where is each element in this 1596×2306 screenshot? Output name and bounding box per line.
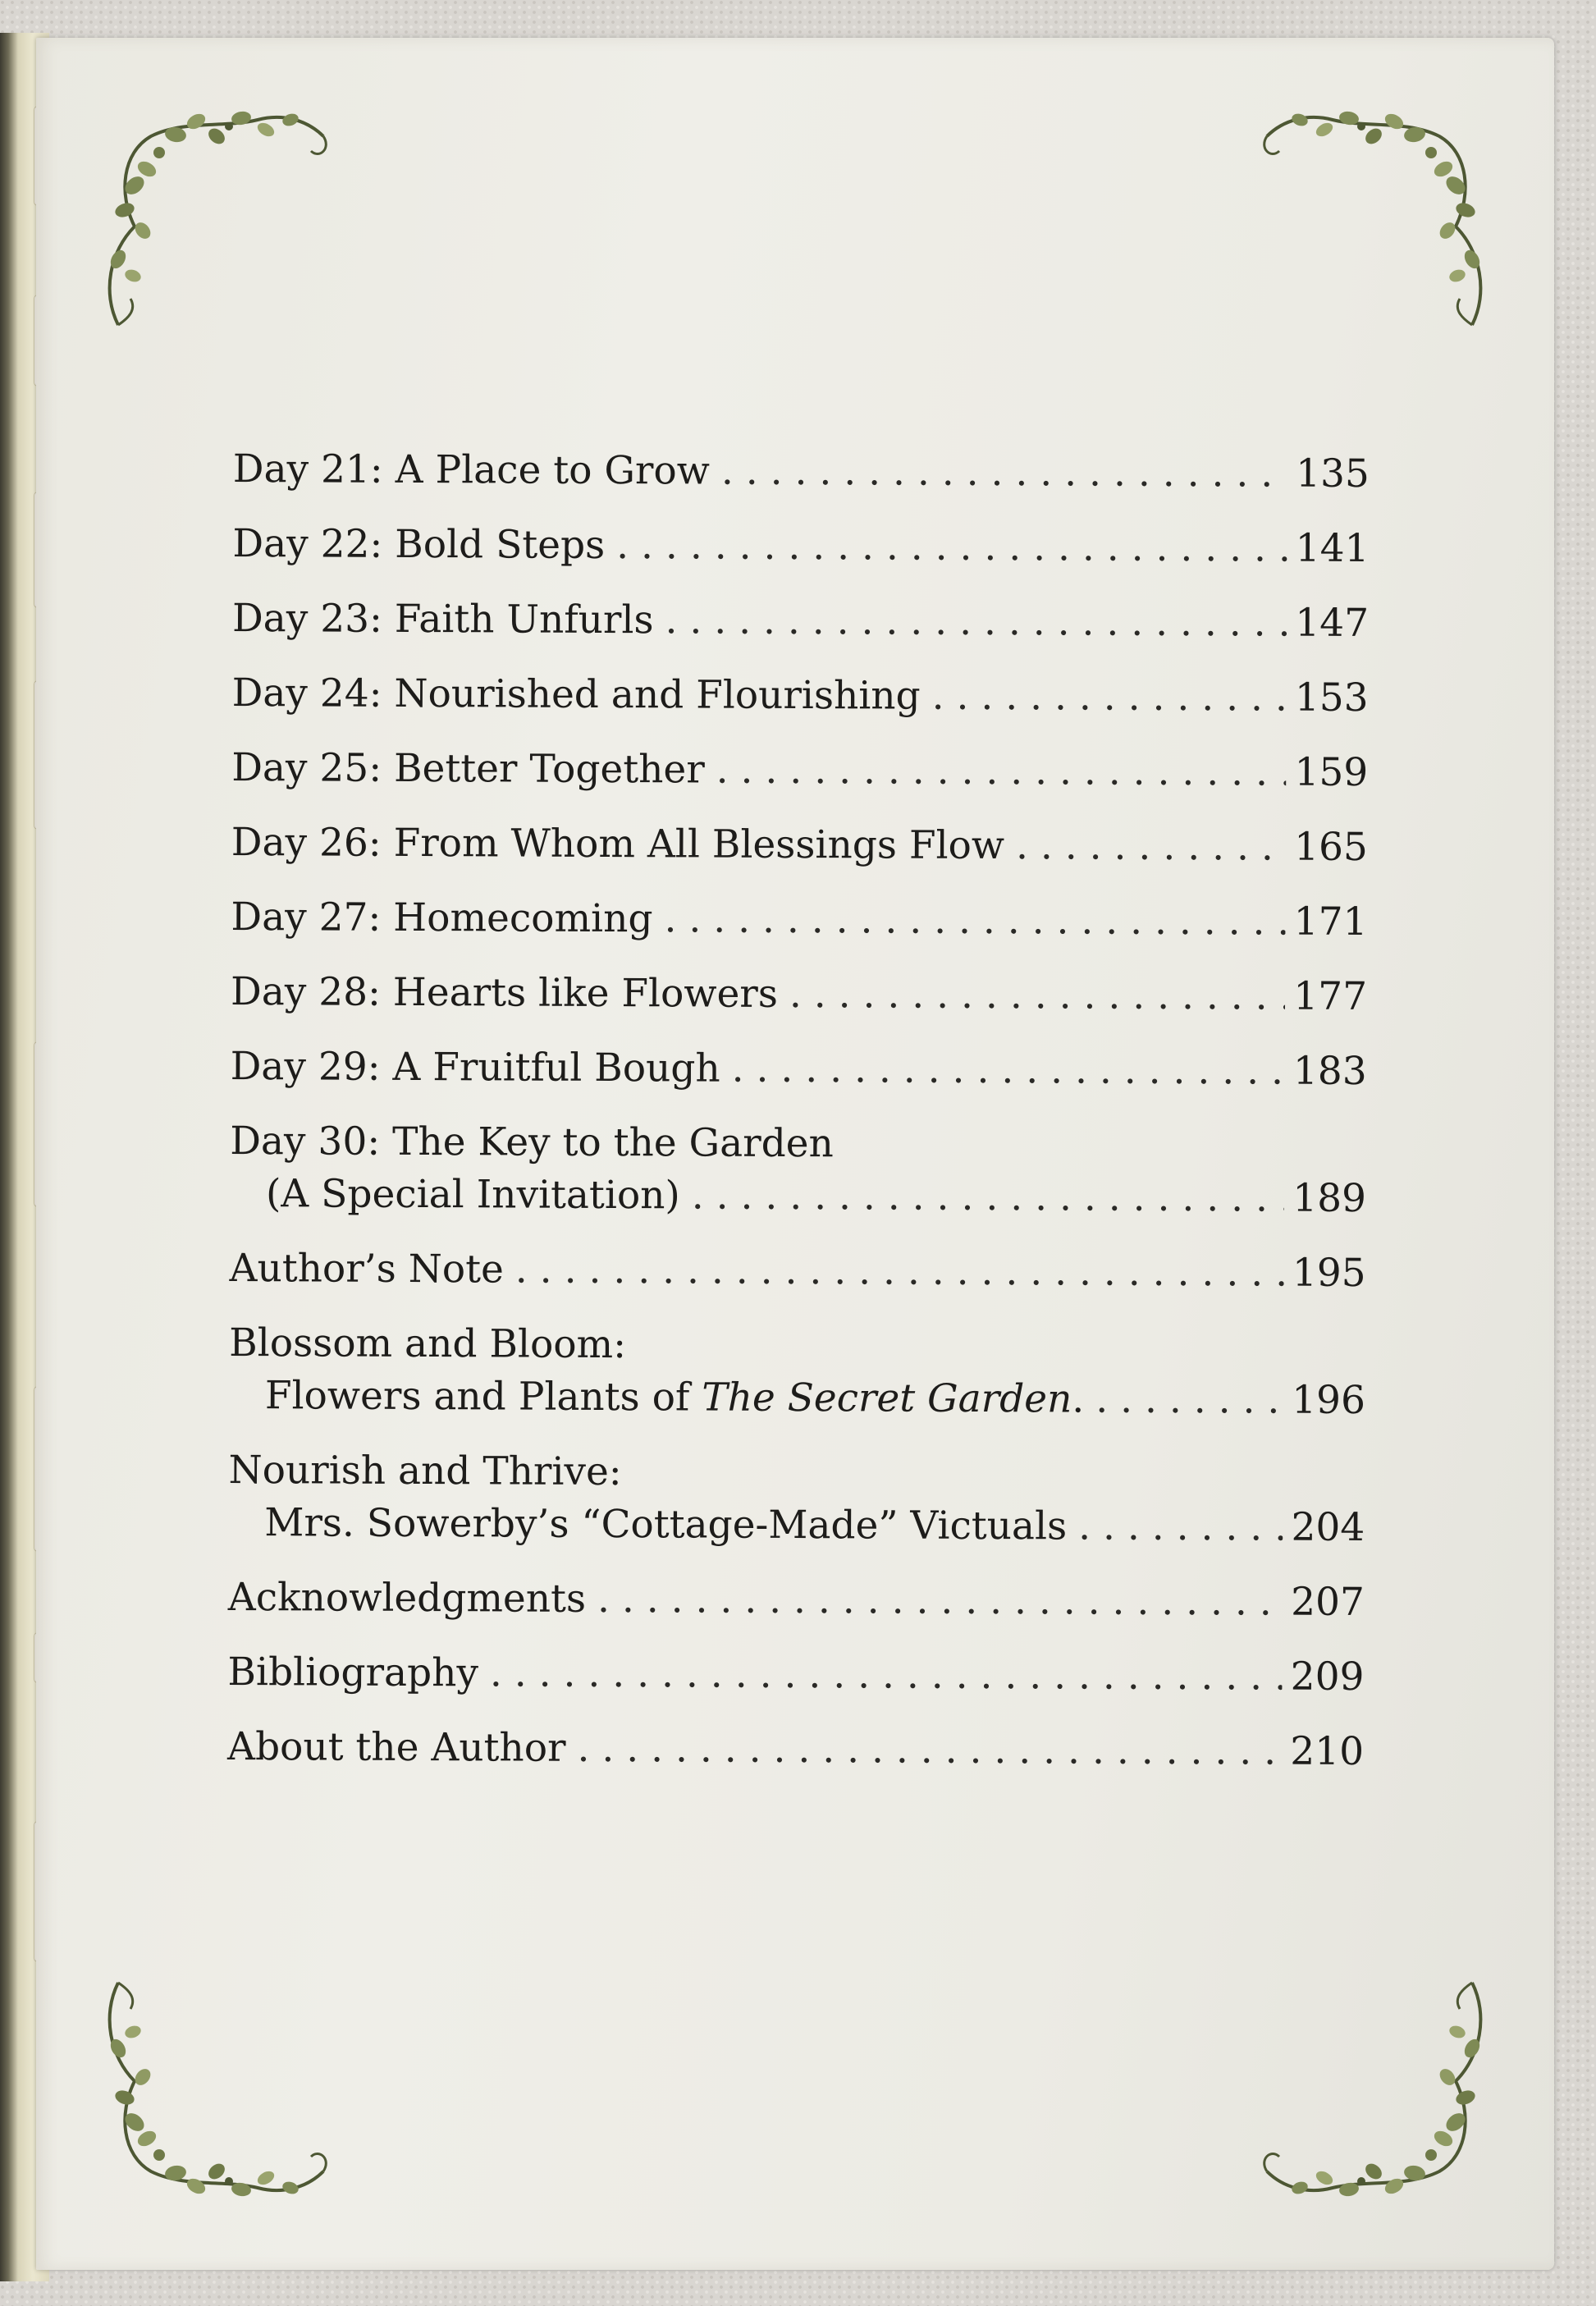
toc-page-number: 183 <box>1292 1048 1367 1095</box>
toc-entry-about-the-author[interactable] <box>227 1721 1364 1778</box>
toc-entry-title-prefix: Flowers and Plants of <box>264 1373 702 1421</box>
toc-entry-title: Day 22: Bold Steps <box>232 520 606 568</box>
toc-page-number: 209 <box>1290 1654 1365 1700</box>
toc-entry-heading: Blossom and Bloom: <box>229 1320 627 1368</box>
toc-entry-bibliography[interactable] <box>227 1646 1364 1704</box>
toc-entry-title: (A Special Invitation) <box>265 1171 680 1219</box>
toc-entry-title: About the Author <box>226 1723 566 1771</box>
toc-page-number: 204 <box>1291 1504 1365 1551</box>
toc-entry-title: Mrs. Sowerby’s “Cottage-Made” Victuals <box>264 1500 1068 1549</box>
toc-entry-heading: Day 30: The Key to the Garden <box>230 1118 834 1167</box>
toc-dot-leader <box>616 519 1287 575</box>
toc-page-number: 141 <box>1295 525 1370 572</box>
toc-entry-day-21[interactable] <box>233 443 1370 501</box>
toc-page-number: 159 <box>1294 749 1369 796</box>
toc-entry-title-suffix: . <box>1072 1376 1085 1422</box>
toc-dot-leader <box>789 968 1286 1023</box>
toc-page-number: 210 <box>1290 1728 1365 1775</box>
toc-dot-leader <box>932 670 1287 725</box>
toc-page-number: 189 <box>1292 1175 1367 1222</box>
vine-corner-top-right-icon <box>1259 87 1505 333</box>
toc-dot-leader <box>1095 1374 1283 1427</box>
toc-entry-heading: Nourish and Thrive: <box>228 1447 622 1495</box>
toc-entry-title: Day 29: A Fruitful Bough <box>230 1043 720 1091</box>
toc-entry-title <box>265 1370 1085 1425</box>
toc-entry-title: Author’s Note <box>229 1245 504 1293</box>
vine-corner-bottom-right-icon <box>1259 1974 1505 2221</box>
toc-entry-title: Bibliography <box>227 1649 479 1696</box>
toc-entry-day-30[interactable] <box>230 1115 1367 1225</box>
toc-dot-leader <box>664 893 1286 948</box>
toc-entry-title: Day 24: Nourished and Flourishing <box>231 670 921 719</box>
toc-dot-leader <box>732 1043 1286 1098</box>
toc-entry-day-29[interactable] <box>231 1041 1367 1098</box>
toc-entry-day-28[interactable] <box>231 966 1367 1023</box>
vine-corner-bottom-left-icon <box>85 1974 332 2221</box>
toc-entry-title: Day 23: Faith Unfurls <box>231 595 654 643</box>
toc-dot-leader <box>716 744 1287 799</box>
toc-dot-leader <box>1078 1501 1283 1554</box>
toc-entry-day-27[interactable] <box>231 891 1367 949</box>
toc-entry-title: Day 28: Hearts like Flowers <box>230 968 779 1017</box>
toc-dot-leader <box>577 1723 1282 1778</box>
toc-entry-day-22[interactable] <box>232 518 1369 575</box>
toc-page-number: 207 <box>1291 1579 1365 1626</box>
toc-page-number: 135 <box>1296 451 1370 497</box>
toc-page-number: 147 <box>1295 600 1370 647</box>
toc-entry-title: Day 25: Better Together <box>231 744 705 793</box>
toc-entry-nourish-and-thrive[interactable] <box>228 1444 1365 1554</box>
toc-entry-blossom-and-bloom[interactable] <box>229 1317 1366 1427</box>
toc-dot-leader <box>490 1647 1283 1703</box>
toc-page-number: 153 <box>1294 675 1369 721</box>
toc-dot-leader <box>1016 820 1286 873</box>
toc-page-number: 171 <box>1293 899 1368 945</box>
toc-entry-title: Day 27: Homecoming <box>231 894 653 942</box>
toc-dot-leader <box>721 446 1287 501</box>
toc-entry-authors-note[interactable] <box>229 1242 1365 1300</box>
toc-entry-day-23[interactable] <box>232 593 1369 650</box>
toc-dot-leader <box>665 594 1287 649</box>
vine-corner-top-left-icon <box>85 87 332 333</box>
toc-entry-title: Acknowledgments <box>227 1574 587 1622</box>
table-of-contents <box>227 443 1370 1800</box>
toc-entry-day-24[interactable] <box>232 667 1369 725</box>
toc-entry-acknowledgments[interactable] <box>228 1572 1365 1629</box>
toc-entry-title-book-name: The Secret Garden <box>702 1375 1072 1422</box>
toc-page-number: 196 <box>1292 1377 1366 1424</box>
toc-page-number: 195 <box>1292 1250 1366 1297</box>
toc-page-number: 165 <box>1294 824 1368 871</box>
toc-entry-day-26[interactable] <box>231 817 1368 874</box>
toc-dot-leader <box>515 1244 1284 1300</box>
toc-entry-title: Day 21: A Place to Grow <box>232 446 711 494</box>
toc-page-number: 177 <box>1293 973 1368 1020</box>
toc-entry-day-25[interactable] <box>231 742 1368 799</box>
toc-dot-leader <box>692 1169 1285 1224</box>
toc-entry-title: Day 26: From Whom All Blessings Flow <box>231 819 1005 869</box>
toc-dot-leader <box>597 1573 1283 1629</box>
